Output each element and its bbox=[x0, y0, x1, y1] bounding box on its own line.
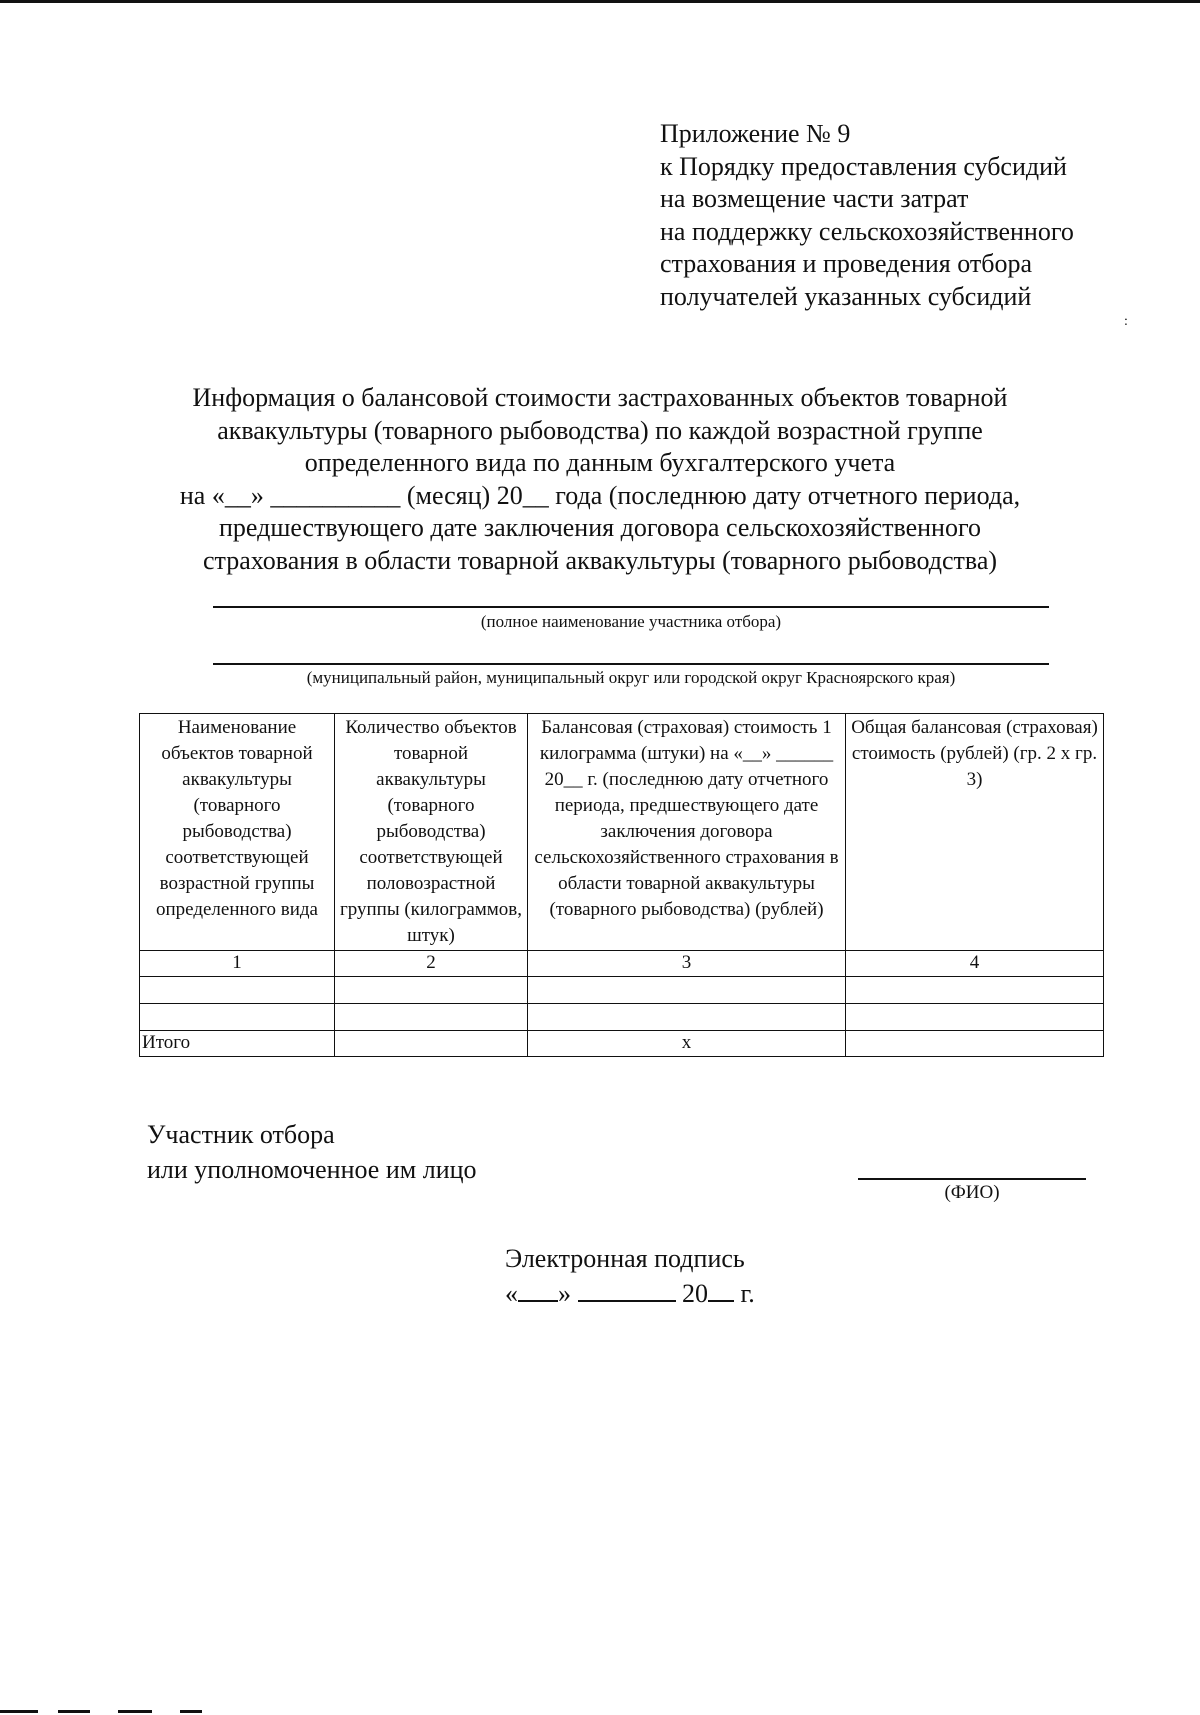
appendix-header bbox=[660, 118, 1140, 313]
header-quantity: Количество объектов товарной аквакультуры (товарного рыбоводства) соответствующей половозрастной группы (килограммов, штук) bbox=[335, 714, 528, 951]
table-cell[interactable] bbox=[140, 977, 335, 1004]
stray-mark: : bbox=[1124, 314, 1128, 329]
participant-signature-label bbox=[147, 1117, 477, 1187]
table-cell[interactable] bbox=[335, 1004, 528, 1031]
title-line: аквакультуры (товарного рыбоводства) по каждой возрастной группе bbox=[217, 415, 983, 445]
date-year: 20 bbox=[682, 1279, 708, 1308]
table-cell[interactable] bbox=[335, 977, 528, 1004]
column-number: 2 bbox=[335, 951, 528, 977]
date-open-quote: « bbox=[505, 1279, 518, 1308]
appendix-line: страхования и проведения отбора bbox=[660, 249, 1033, 278]
appendix-line: на поддержку сельскохозяйственного bbox=[660, 216, 1074, 246]
municipality-line bbox=[213, 663, 1049, 665]
table-cell[interactable] bbox=[140, 1004, 335, 1031]
participant-name-caption: (полное наименование участника отбора) bbox=[480, 612, 782, 631]
participant-line: Участник отбора bbox=[147, 1120, 335, 1149]
scan-border-bottom bbox=[0, 1708, 1200, 1715]
table-cell[interactable] bbox=[846, 1031, 1104, 1057]
appendix-line: Приложение № 9 bbox=[660, 119, 851, 148]
appendix-line: получателей указанных субсидий bbox=[660, 281, 1032, 311]
header-unit-value: Балансовая (страховая) стоимость 1 килограмма (штуки) на «__» ______ 20__ г. (последнюю дату отчетного периода, предшествующего дате заключения договора сельскохозяйственного страхования в области товарной аквакультуры (товарного рыбоводства) (рублей) bbox=[528, 714, 846, 951]
date-day-blank[interactable] bbox=[518, 1278, 558, 1302]
table-cell[interactable] bbox=[528, 1004, 846, 1031]
column-number: 3 bbox=[528, 951, 846, 977]
signature-date bbox=[505, 1276, 755, 1311]
document-title bbox=[60, 382, 1140, 577]
date-close-quote: » bbox=[558, 1279, 571, 1308]
balance-value-table bbox=[139, 713, 1104, 1057]
title-line: предшествующего дате заключения договора сельскохозяйственного bbox=[219, 513, 981, 542]
column-number: 4 bbox=[846, 951, 1104, 977]
table-cell[interactable] bbox=[335, 1031, 528, 1057]
date-month-blank[interactable] bbox=[578, 1278, 676, 1302]
table-cell[interactable] bbox=[528, 977, 846, 1004]
appendix-line: к Порядку предоставления субсидий bbox=[660, 151, 1067, 181]
date-suffix: г. bbox=[740, 1279, 755, 1308]
fio-caption: (ФИО) bbox=[944, 1182, 1000, 1203]
table-row bbox=[140, 977, 1104, 1004]
total-label: Итого bbox=[140, 1031, 335, 1057]
fio-signature-line bbox=[858, 1178, 1086, 1180]
table-cell[interactable] bbox=[846, 977, 1104, 1004]
total-col3-mark: x bbox=[528, 1031, 846, 1057]
table-cell[interactable] bbox=[846, 1004, 1104, 1031]
table-header-row bbox=[140, 714, 1104, 951]
header-object-name: Наименование объектов товарной аквакультуры (товарного рыбоводства) соответствующей возрастной группы определенного вида bbox=[140, 714, 335, 951]
header-total-value: Общая балансовая (страховая) стоимость (рублей) (гр. 2 x гр. 3) bbox=[846, 714, 1104, 951]
total-row bbox=[140, 1031, 1104, 1057]
date-year-blank[interactable] bbox=[708, 1278, 734, 1302]
participant-line: или уполномоченное им лицо bbox=[147, 1155, 477, 1184]
scan-border-top bbox=[0, 0, 1200, 3]
appendix-line: на возмещение части затрат bbox=[660, 184, 969, 213]
electronic-signature-label: Электронная подпись bbox=[505, 1244, 745, 1273]
column-number: 1 bbox=[140, 951, 335, 977]
title-line: определенного вида по данным бухгалтерского учета bbox=[304, 448, 896, 477]
column-number-row bbox=[140, 951, 1104, 977]
municipality-caption: (муниципальный район, муниципальный округ или городской округ Красноярского края) bbox=[306, 668, 956, 687]
participant-name-line bbox=[213, 606, 1049, 608]
title-line: Информация о балансовой стоимости застрахованных объектов товарной bbox=[192, 383, 1008, 412]
title-line: страхования в области товарной аквакультуры (товарного рыбоводства) bbox=[202, 545, 998, 575]
table-row bbox=[140, 1004, 1104, 1031]
title-line: на «__» __________ (месяц) 20__ года (последнюю дату отчетного периода, bbox=[179, 480, 1021, 510]
